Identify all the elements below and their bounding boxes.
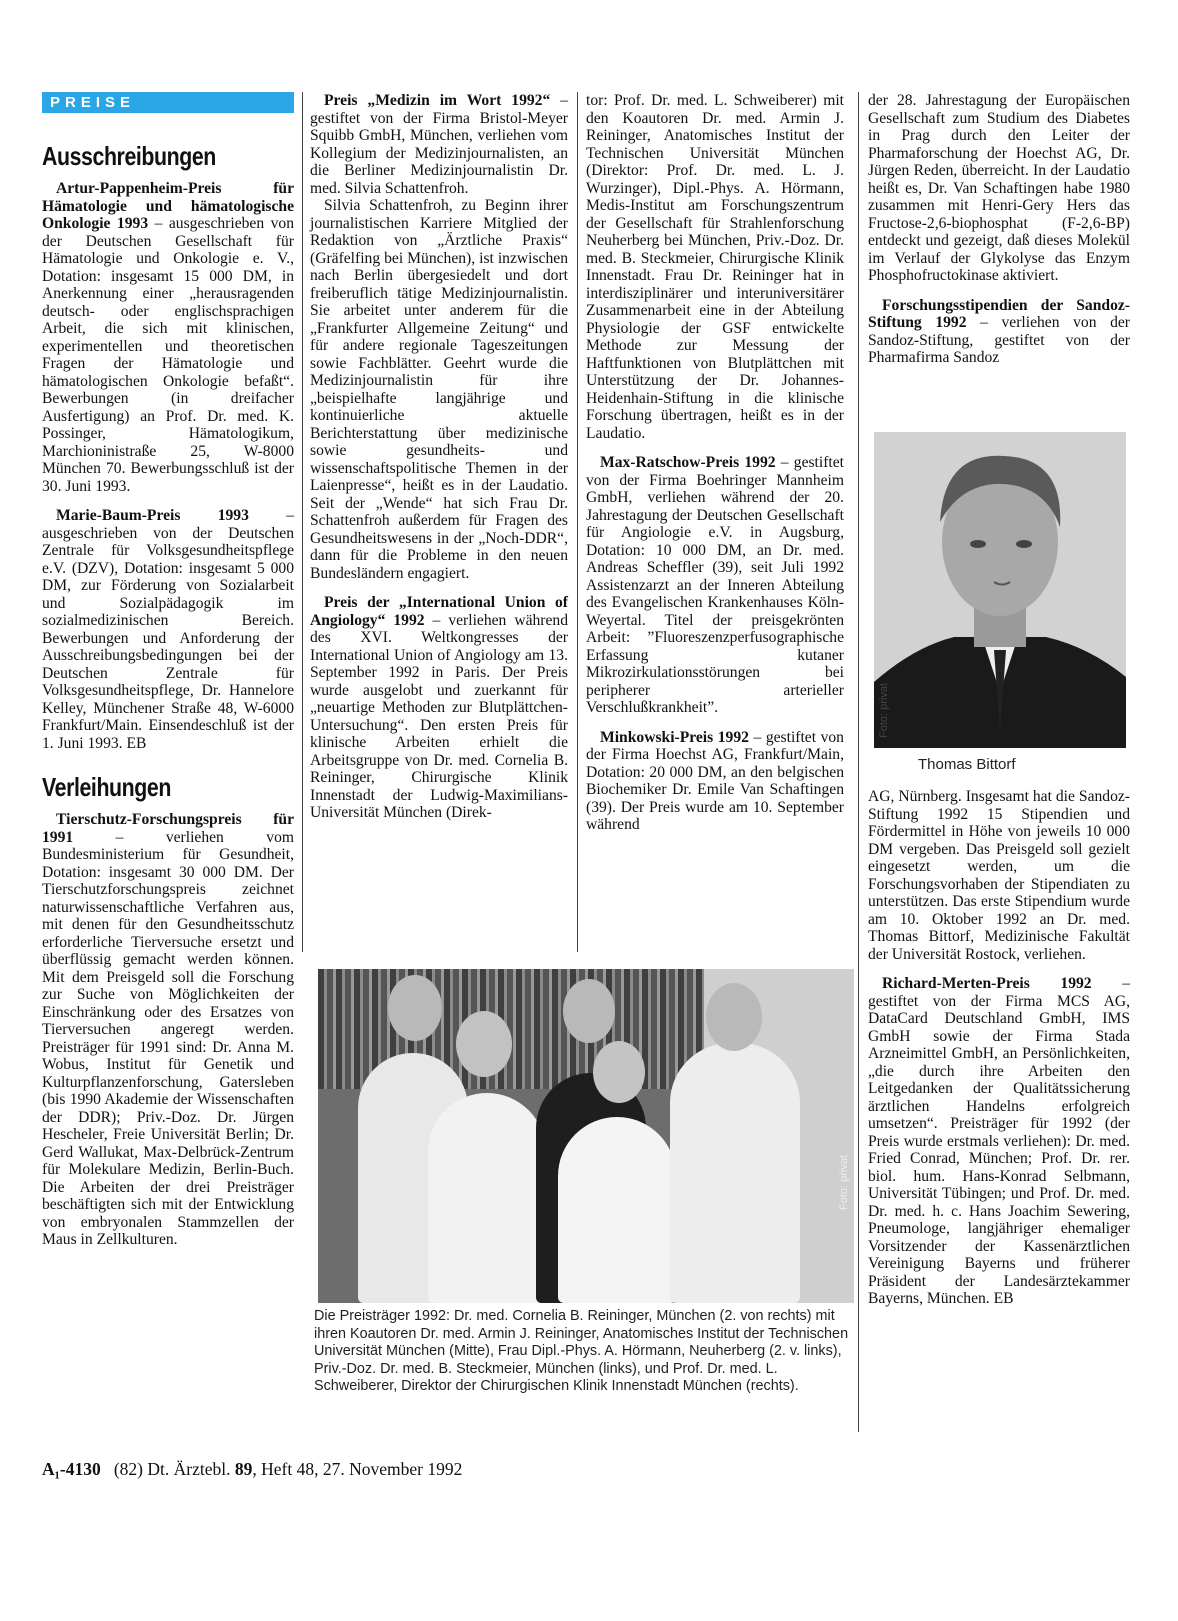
article-body: – ausgeschrieben von der Deutschen Gesellschaft für Hämatologie und Onkologie e. V., Dotation: insgesamt 15 000 DM, in Anerkennung einer „herausragenden deutsch- oder englischsprachigen Arbeit, die sich mit klinischen, experimentellen und theoretischen Fragen der Hämatologie und hämatologischen Onkologie befaßt“. Bewerbungen (in dreifacher Ausfertigung) an Prof. Dr. med. K. Possinger, Hämatologikum, Marchioninistraße 25, W-8000 München 70. Bewerbungsschluß ist der 30. Juni 1993. — [42, 215, 294, 495]
article-tierschutz — [42, 811, 294, 1249]
group-photo — [318, 969, 854, 1303]
page-footer — [42, 1459, 462, 1480]
heading-verleihungen: Verleihungen — [42, 772, 171, 802]
article-body: – gestiftet von der Firma Boehringer Mannheim GmbH, verliehen während der 20. Jahrestagung der Deutschen Gesellschaft für Angiologie e.V. in Augsburg, Dotation: 10 000 DM, an Dr. med. Andreas Scheffler (39), seit Juli 1992 Assistenzarzt an der Inneren Abteilung des Evangelischen Krankenhauses Köln-Weyertal. Titel der preisgekrönten Arbeit: ”Fluoreszenzperfusographische Erfassung kutaner Mikrozirkulationsstörungen bei peripherer arterieller Verschlußkrankheit”. — [586, 454, 845, 716]
article-body: – gestiftet von der Firma MCS AG, DataCard Deutschland GmbH, IMS GmbH sowie der Firma Stada Arzneimittel GmbH, an Persönlichkeiten, „die durch ihre Arbeiten den Leitgedanken der Qualitätssicherung ärztlichen Handelns erfolgreich umsetzen“. Preisträger für 1992 (der Preis wurde erstmals verliehen): Dr. med. Fried Conrad, München; Prof. Dr. rer. biol. hum. Hans-Konrad Selbmann, Universität Tübingen; und Prof. Dr. med. Dr. med. h. c. Hans Joachim Sewering, Pneumologe, langjähriger ehemaliger Vorsitzender der Kassenärztlichen Vereinigung Bayerns und früherer Präsident der Landesärztekammer Bayerns, München. EB — [868, 975, 1130, 1307]
column-2 — [310, 92, 568, 834]
article-marie-baum — [42, 507, 294, 752]
article-body: – ausgeschrieben von der Deutschen Zentrale für Volksgesundheitspflege e.V. (DZV), Dotation: insgesamt 5 000 DM, zur Förderung von Sozialarbeit und Sozialpädagogik im sozialmedizinischen Bereich. Bewerbungen und Anforderung der Ausschreibungsbedingungen bei der Deutschen Zentrale für Volksgesundheitspflege, Dr. Hannelore Kelley, Münchener Straße 48, W-6000 Frankfurt/Main. Einsendeschluß ist der 1. Juni 1993. EB — [42, 507, 294, 752]
portrait-caption: Thomas Bittorf — [918, 756, 1016, 773]
footer-issue: , Heft 48, 27. November 1992 — [252, 1459, 463, 1479]
column-4 — [868, 92, 1130, 379]
group-photo-credit: Foto: privat — [838, 1154, 850, 1210]
article-headline: Artur-Pappenheim-Preis für Hämatologie und hämatologische Onkologie 1993 — [42, 180, 294, 232]
article-body: – gestiftet von der Firma Bristol-Meyer Squibb GmbH, München, verliehen vom Kollegium der Medizinjournalisten, an die Berliner Medizinjournalistin Dr. med. Silvia Schattenfroh. — [310, 92, 568, 197]
article-headline: Tierschutz-Forschungspreis für 1991 — [42, 811, 294, 846]
column-rule — [577, 92, 578, 952]
article-headline: Richard-Merten-Preis 1992 — [882, 975, 1092, 992]
column-1 — [42, 92, 294, 1261]
article-minkowski — [586, 729, 844, 834]
column-rule — [858, 92, 859, 1432]
group-photo-caption: Die Preisträger 1992: Dr. med. Cornelia B. Reininger, München (2. von rechts) mit ihren Koautoren Dr. med. Armin J. Reininger, Anatomisches Institut der Technischen Universität München (Mitte), Frau Dipl.-Phys. A. Hörmann, Neuherberg (2. v. links), Priv.-Doz. Dr. med. B. Steckmeier, München (links), und Prof. Dr. med. L. Schweiberer, Direktor der Chirurgischen Klinik Innenstadt München (rechts). — [314, 1308, 849, 1395]
article-sandoz-cont: AG, Nürnberg. Insgesamt hat die Sandoz-Stiftung 1992 15 Stipendien und Fördermittel in Höhe von jeweils 10 000 DM vergeben. Das Preisgeld soll gezielt eingesetzt werden, um die Forschungsvorhaben der Stipendiaten zu unterstützen. Das erste Stipendium wurde am 10. Oktober 1992 an Dr. med. Thomas Bittorf, Medizinische Fakultät der Universität Rostock, verliehen. — [868, 788, 1130, 963]
column-rule — [302, 92, 303, 952]
article-body: – verliehen vom Bundesministerium für Gesundheit, Dotation: insgesamt 30 000 DM. Der Tierschutzforschungspreis zeichnet naturwissenschaftliche Verfahren aus, mit denen für den Gesundheitsschutz erforderliche Tierversuche ersetzt und überflüssig gemacht werden können. Mit dem Preisgeld soll die Forschung zur Suche von Möglichkeiten der Einschränkung oder des Ersatzes von Tierversuchen angeregt werden. Preisträger für 1991 sind: Dr. Anna M. Wobus, Institut für Genetik und Kulturpflanzenforschung, Gatersleben (bis 1990 Akademie der Wissenschaften der DDR); Priv.-Doz. Dr. Jürgen Hescheler, Freie Universität Berlin; Dr. Gerd Wallukat, Max-Delbrück-Zentrum für Molekulare Medizin, Berlin-Buch. Die Arbeiten der drei Preisträger beschäftigten sich mit der Entwicklung von embryonalen Stammzellen der Maus in Zellkulturen. — [42, 828, 294, 1248]
article-headline: Marie-Baum-Preis 1993 — [56, 507, 249, 524]
footer-journal: (82) Dt. Ärztebl. — [113, 1459, 231, 1479]
article-sandoz — [868, 297, 1130, 367]
article-angiology — [310, 594, 568, 822]
article-ratschow — [586, 454, 844, 717]
person-second-head — [456, 1011, 512, 1077]
section-tag: PREISE — [42, 92, 294, 113]
page-number: A₁-4130 — [42, 1459, 101, 1479]
article-headline: Max-Ratschow-Preis 1992 — [600, 454, 776, 471]
article-angiology-cont: tor: Prof. Dr. med. L. Schweiberer) mit den Koautoren Dr. med. Armin J. Reininger, Anatomisches Institut der Technischen Universität München (Direktor: Prof. Dr. med. L. J. Wurzinger), Dipl.-Phys. A. Hörmann, Medis-Institut am Forschungszentrum der Gesellschaft für Strahlenforschung Neuherberg bei München, Priv.-Doz. Dr. med. B. Steckmeier, Chirurgische Klinik Innenstadt. Frau Dr. Reininger hat in interdisziplinärer und interuniversitärer Zusammenarbeit eine in der Abteilung Physiologie der GSF entwickelte Methode zur Messung der Haftfunktionen von Blutplättchen mit Unterstützung der Dr. Johannes-Heidenhain-Stiftung in die klinische Forschung übertragen, heißt es in der Laudatio. — [586, 92, 844, 442]
article-headline: Forschungsstipendien der Sandoz-Stiftung 1992 — [868, 296, 1130, 331]
person-right-head — [706, 983, 762, 1051]
portrait-photo — [874, 432, 1126, 748]
person-right — [670, 1043, 800, 1303]
article-pappenheim — [42, 180, 294, 495]
article-headline: Minkowski-Preis 1992 — [600, 728, 749, 746]
article-body: – gestiftet von der Firma Hoechst AG, Frankfurt/Main, Dotation: 20 000 DM, an den belgischen Biochemiker Dr. Emile Van Schaftingen (39). Der Preis wurde am 10. September während — [586, 728, 844, 833]
person-second — [428, 1093, 546, 1303]
article-merten — [868, 975, 1130, 1308]
column-3 — [586, 92, 844, 846]
article-medizin-im-wort — [310, 92, 568, 197]
column-4-continued — [868, 788, 1130, 1320]
person-fourth-head — [593, 1041, 645, 1103]
article-schattenfroh: Silvia Schattenfroh, zu Beginn ihrer journalistischen Karriere Mitglied der Redaktion von „Ärztliche Praxis“ (Gräfelfing bei München), ist inzwischen nach Berlin übergesiedelt und dort freiberuflich tätige Medizinjournalistin. Sie arbeitet unter anderem für die „Frankfurter Allgemeine Zeitung“ und für andere regionale Tageszeitungen sowie Fachblätter. Geehrt wurde die Medizinjournalistin für ihre „beispielhafte langjährige und kontinuierliche aktuelle Berichterstattung über medizinische sowie gesundheits- und wissenschaftspolitische Themen in der Laienpresse“, heißt es in der Laudatio. Seit der „Wende“ hat sich Frau Dr. Schattenfroh außerdem für Fragen des Gesundheitswesens in der „Noch-DDR“, dann für die Probleme in den neuen Bundesländern engagiert. — [310, 197, 568, 582]
person-fourth — [558, 1117, 676, 1303]
article-headline: Preis „Medizin im Wort 1992“ — [324, 92, 551, 109]
article-minkowski-cont: der 28. Jahrestagung der Europäischen Gesellschaft zum Studium des Diabetes in Prag durch den Leiter der Pharmaforschung der Hoechst AG, Dr. Jürgen Reden, überreicht. In der Laudatio heißt es, Dr. Van Schaftingen habe 1980 zusammen mit Henri-Gery Hers das Fructose-2,6-biophosphat (F-2,6-BP) entdeckt und gezeigt, daß dieses Molekül im Verlauf der Glykolyse das Enzym Phosphofructokinase aktiviert. — [868, 92, 1130, 284]
article-body: – verliehen während des XVI. Weltkongresses der International Union of Angiology am 13. September 1992 in Paris. Der Preis wurde ausgelobt und zuerkannt für „neuartige Methoden zur Blutplättchen-Untersuchung“. Den ersten Preis für klinische Arbeiten erhielt die Arbeitsgruppe von Dr. med. Cornelia B. Reininger, Chirurgische Klinik Innenstadt der Ludwig-Maximilians-Universität München (Direk- — [310, 611, 569, 821]
heading-ausschreibungen: Ausschreibungen — [42, 141, 216, 171]
person-center-head — [563, 979, 615, 1043]
article-body: – verliehen von der Sandoz-Stiftung, gestiftet von der Pharmafirma Sandoz — [868, 314, 1130, 366]
portrait-credit: Foto: privat — [878, 682, 890, 738]
portrait-image — [874, 432, 1126, 748]
person-left-head — [388, 975, 442, 1041]
footer-volume: 89 — [234, 1459, 253, 1479]
article-headline: Preis der „International Union of Angiology“ 1992 — [310, 594, 568, 629]
